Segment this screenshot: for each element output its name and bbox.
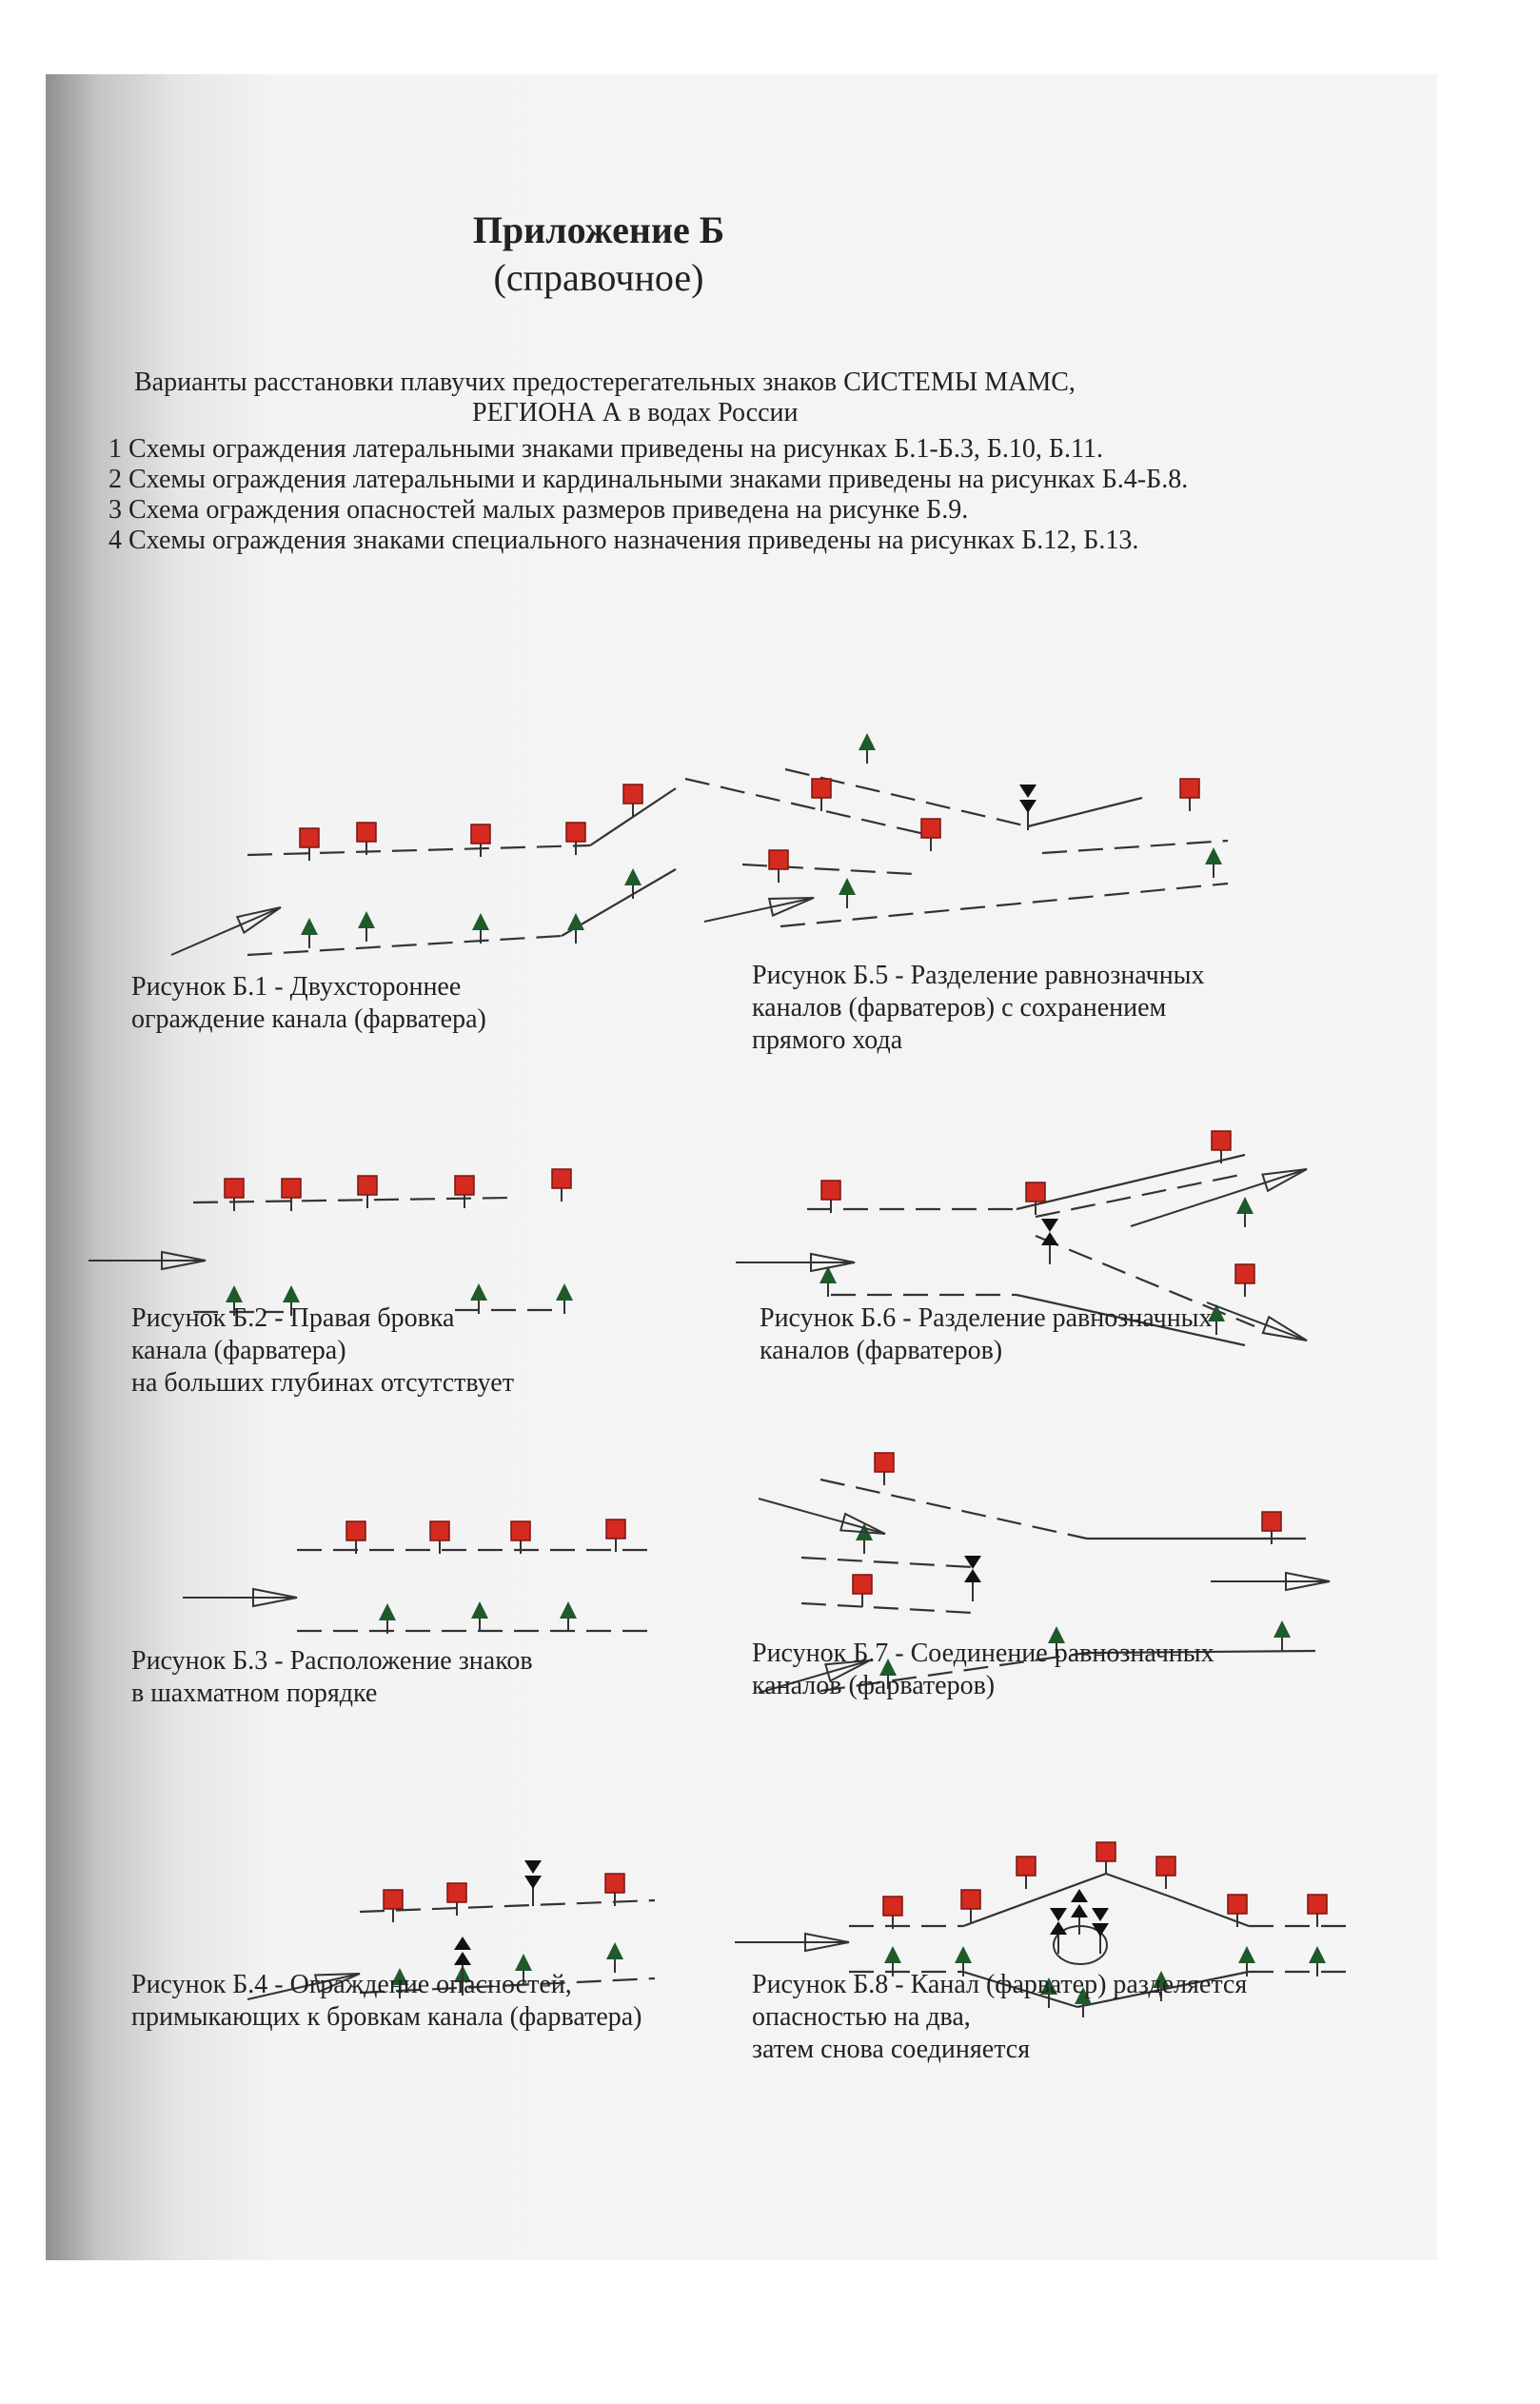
channel-edge-line (1028, 798, 1142, 826)
caption-b3-line-1: Рисунок Б.3 - Расположение знаков (131, 1646, 533, 1676)
port-buoy-icon (384, 1890, 403, 1909)
intro-item-3: 3 Схема ограждения опасностей малых размеров приведена на рисунке Б.9. (109, 495, 969, 525)
caption-b6 (760, 1302, 1213, 1367)
intro-item-2: 2 Схемы ограждения латеральными и кардинальными знаками приведены на рисунках Б.4-Б.8. (109, 465, 1189, 494)
starboard-buoy-icon (358, 911, 375, 928)
starboard-buoy-icon (1273, 1620, 1291, 1638)
caption-b1-line-1: Рисунок Б.1 - Двухстороннее (131, 972, 462, 1002)
cardinal-mark-icon (1019, 800, 1037, 813)
port-buoy-icon (358, 1176, 377, 1195)
caption-b4 (131, 1969, 642, 2034)
port-buoy-icon (225, 1179, 244, 1198)
caption-b5-line-1: Рисунок Б.5 - Разделение равнозначных (752, 961, 1205, 990)
channel-edge-line (685, 779, 933, 836)
caption-b4-line-1: Рисунок Б.4 - Ограждение опасностей, (131, 1970, 572, 1999)
starboard-buoy-icon (1309, 1946, 1326, 1963)
starboard-buoy-icon (1238, 1946, 1255, 1963)
caption-b2-line-3: на больших глубинах отсутствует (131, 1368, 514, 1398)
port-buoy-icon (300, 828, 319, 847)
port-buoy-icon (1262, 1512, 1281, 1531)
starboard-buoy-icon (839, 878, 856, 895)
starboard-buoy-icon (472, 913, 489, 930)
direction-arrow-shaft (759, 1499, 885, 1534)
cardinal-mark-icon (964, 1569, 981, 1582)
figure-b2-diagram (46, 1083, 636, 1293)
starboard-buoy-icon (884, 1946, 901, 1963)
caption-b1-line-2: ограждение канала (фарватера) (131, 1004, 486, 1034)
cardinal-mark-icon (1071, 1904, 1088, 1917)
port-buoy-icon (821, 1181, 840, 1200)
port-buoy-icon (961, 1890, 980, 1909)
port-buoy-icon (812, 779, 831, 798)
port-buoy-icon (1228, 1895, 1247, 1914)
caption-b8-line-1: Рисунок Б.8 - Канал (фарватер) разделяется (752, 1970, 1248, 1999)
starboard-buoy-icon (226, 1285, 243, 1302)
port-buoy-icon (455, 1176, 474, 1195)
cardinal-mark-icon (1041, 1219, 1058, 1232)
port-buoy-icon (853, 1575, 872, 1594)
starboard-buoy-icon (955, 1946, 972, 1963)
caption-b8-line-2: опасностью на два, (752, 2002, 971, 2032)
port-buoy-icon (346, 1521, 365, 1540)
starboard-buoy-icon (470, 1283, 487, 1301)
caption-b8 (752, 1969, 1247, 2066)
direction-arrow-shaft (704, 898, 814, 922)
cardinal-mark-icon (454, 1952, 471, 1965)
channel-edge-line (801, 1603, 973, 1613)
port-buoy-icon (1156, 1857, 1175, 1876)
starboard-buoy-icon (567, 913, 584, 930)
port-buoy-icon (1212, 1131, 1231, 1150)
cardinal-mark-icon (1050, 1921, 1067, 1935)
direction-arrow-shaft (1131, 1169, 1307, 1226)
caption-b6-line-1: Рисунок Б.6 - Разделение равнозначных (760, 1303, 1213, 1333)
starboard-buoy-icon (556, 1283, 573, 1301)
caption-b7-line-2: каналов (фарватеров) (752, 1671, 996, 1700)
document-page (46, 74, 1437, 2260)
caption-b1 (131, 971, 486, 1036)
channel-edge-line (1106, 1874, 1173, 1897)
figure-b1-diagram (124, 684, 714, 988)
caption-b7 (752, 1638, 1214, 1702)
channel-edge-line (742, 864, 914, 874)
port-buoy-icon (1235, 1264, 1254, 1283)
cardinal-mark-icon (454, 1937, 471, 1950)
page-subtitle: (справочное) (493, 256, 704, 299)
direction-arrow-head (237, 907, 281, 933)
caption-b5-line-2: каналов (фарватеров) с сохранением (752, 993, 1167, 1023)
port-buoy-icon (1026, 1182, 1045, 1202)
direction-arrow-shaft (171, 907, 281, 955)
starboard-buoy-icon (1205, 847, 1222, 864)
port-buoy-icon (921, 819, 940, 838)
cardinal-mark-icon (1019, 785, 1037, 798)
starboard-buoy-icon (859, 733, 876, 750)
figure-b5-diagram (657, 655, 1266, 941)
port-buoy-icon (623, 785, 642, 804)
intro-line-2: РЕГИОНА А в водах России (472, 398, 799, 427)
caption-b2-line-2: канала (фарватера) (131, 1336, 346, 1365)
port-buoy-icon (875, 1453, 894, 1472)
port-buoy-icon (430, 1521, 449, 1540)
port-buoy-icon (1017, 1857, 1036, 1876)
caption-b6-line-2: каналов (фарватеров) (760, 1336, 1003, 1365)
caption-b3 (131, 1645, 533, 1710)
port-buoy-icon (883, 1897, 902, 1916)
port-buoy-icon (552, 1169, 571, 1188)
intro-item-1: 1 Схемы ограждения латеральными знаками приведены на рисунках Б.1-Б.3, Б.10, Б.11. (109, 434, 1103, 464)
port-buoy-icon (769, 850, 788, 869)
caption-b5-line-3: прямого хода (752, 1025, 903, 1055)
cardinal-mark-icon (1092, 1908, 1109, 1921)
channel-edge-line (820, 1480, 1087, 1539)
direction-arrow-head (1262, 1169, 1307, 1191)
caption-b5 (752, 960, 1205, 1057)
channel-edge-line (360, 1900, 655, 1912)
cardinal-mark-icon (524, 1876, 542, 1889)
channel-edge-line (247, 936, 562, 955)
channel-edge-line (247, 845, 590, 855)
port-buoy-icon (357, 823, 376, 842)
figure-b3-diagram (126, 1426, 716, 1588)
starboard-buoy-icon (560, 1601, 577, 1619)
starboard-buoy-icon (606, 1942, 623, 1959)
caption-b7-line-1: Рисунок Б.7 - Соединение равнозначных (752, 1639, 1214, 1668)
port-buoy-icon (511, 1521, 530, 1540)
caption-b3-line-2: в шахматном порядке (131, 1679, 378, 1708)
direction-arrow-head (1263, 1317, 1307, 1341)
starboard-buoy-icon (624, 868, 642, 885)
cardinal-mark-icon (1050, 1908, 1067, 1921)
starboard-buoy-icon (283, 1285, 300, 1302)
caption-b4-line-2: примыкающих к бровкам канала (фарватера) (131, 2002, 642, 2032)
channel-edge-line (801, 1558, 973, 1567)
starboard-buoy-icon (1236, 1197, 1254, 1214)
starboard-buoy-icon (471, 1601, 488, 1619)
port-buoy-icon (447, 1883, 466, 1902)
cardinal-mark-icon (524, 1860, 542, 1874)
intro-line-1: Варианты расстановки плавучих предостерегательных знаков СИСТЕМЫ МАМС, (134, 368, 1076, 397)
port-buoy-icon (1180, 779, 1199, 798)
cardinal-mark-icon (1071, 1889, 1088, 1902)
port-buoy-icon (1096, 1842, 1116, 1861)
port-buoy-icon (605, 1874, 624, 1893)
caption-b2 (131, 1302, 514, 1400)
intro-item-4: 4 Схемы ограждения знаками специального назначения приведены на рисунках Б.12, Б.13. (109, 526, 1139, 555)
starboard-buoy-icon (301, 918, 318, 935)
page-title: Приложение Б (472, 209, 725, 251)
port-buoy-icon (566, 823, 585, 842)
channel-edge-line (1042, 841, 1228, 853)
port-buoy-icon (471, 825, 490, 844)
port-buoy-icon (1308, 1895, 1327, 1914)
port-buoy-icon (282, 1179, 301, 1198)
figure-b6-diagram (674, 1055, 1321, 1331)
caption-b2-line-1: Рисунок Б.2 - Правая бровка (131, 1303, 455, 1333)
figure-b7-diagram (697, 1386, 1344, 1672)
starboard-buoy-icon (379, 1603, 396, 1620)
caption-b8-line-3: затем снова соединяется (752, 2035, 1031, 2064)
port-buoy-icon (606, 1520, 625, 1539)
